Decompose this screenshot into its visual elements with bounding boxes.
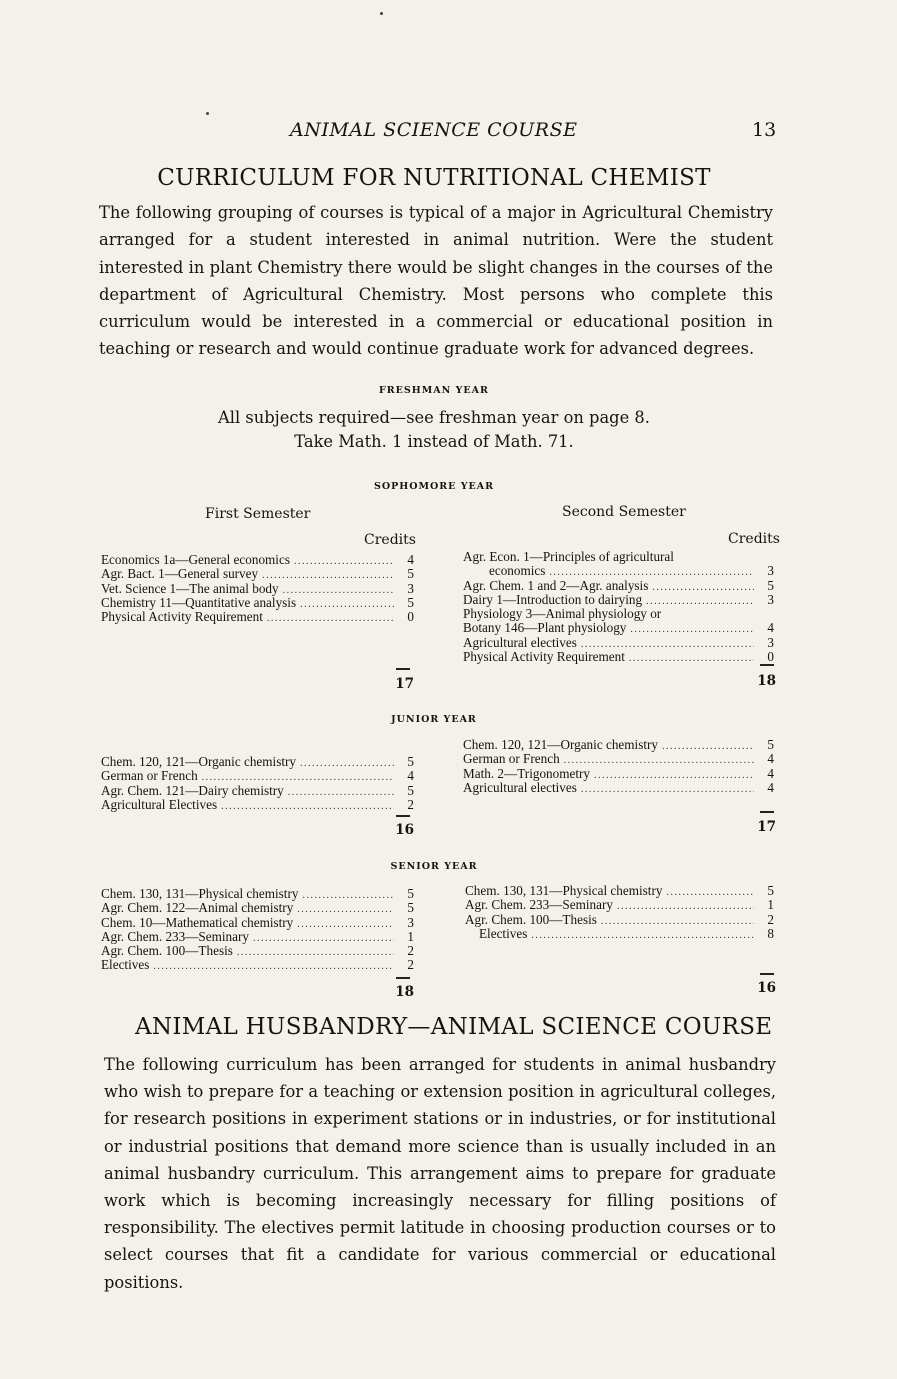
junior-first-list [101,755,414,812]
first-semester-label: First Semester [205,506,311,522]
course-row: Agricultural Electives ..... 2 [101,798,414,812]
course-row: Agr. Chem. 122—Animal chemistry ..... 5 [101,901,414,915]
course-row: Agr. Chem. 233—Seminary ..... 1 [101,930,414,944]
total-rule [760,664,774,666]
course-row: Agr. Chem. 121—Dairy chemistry ..... 5 [101,784,414,798]
speck-mark [380,12,383,15]
total-rule [396,668,410,670]
senior-first-total: 18 [395,984,414,1000]
course-row: Physiology 3—Animal physiology or [463,606,662,622]
credits-header-second: Credits [728,531,780,547]
course-row: Vet. Science 1—The animal body ..... 3 [101,582,414,596]
section-title-animal-husbandry: ANIMAL HUSBANDRY—ANIMAL SCIENCE COURSE [135,1014,773,1040]
course-row: Chem. 120, 121—Organic chemistry ..... 5 [101,755,414,769]
page-number: 13 [752,119,777,141]
course-row: Dairy 1—Introduction to dairying ..... 3 [463,593,774,607]
junior-second-total: 17 [757,819,776,835]
course-row: Physical Activity Requirement ..... 0 [101,610,414,624]
total-rule [396,815,410,817]
course-row: Chem. 130, 131—Physical chemistry ..... 5 [465,884,774,898]
speck-mark [206,112,209,115]
course-row: Agr. Chem. 1 and 2—Agr. analysis ..... 5 [463,579,774,593]
course-row: Electives ..... 2 [101,958,414,972]
senior-first-list [101,887,414,973]
course-row: Math. 2—Trigonometry ..... 4 [463,767,774,781]
senior-second-list [465,884,774,941]
second-semester-label: Second Semester [562,504,686,520]
course-row: Electives ..... 8 [465,927,774,941]
course-row: Chem. 130, 131—Physical chemistry ..... 5 [101,887,414,901]
sophomore-second-list [463,550,774,664]
course-row: economics ..... 3 [463,564,774,578]
course-row: Agricultural electives ..... 4 [463,781,774,795]
intro-paragraph: The following grouping of courses is typical of a major in Agricultural Chemistry arranged for a student interested in animal nutrition. Were the student interested in plant Chemistry there would be slight changes in the courses of the department of Agricultural Chemistry. Most persons who complete this curriculum would be interested in a commercial or educational position in teaching or research and would continue graduate work for advanced degrees. [99,203,773,359]
freshman-note-line1: All subjects required—see freshman year on page 8. [218,408,650,427]
credits-header-first: Credits [364,532,416,548]
course-row: Chem. 120, 121—Organic chemistry ..... 5 [463,738,774,752]
course-row: Agr. Econ. 1—Principles of agricultural [463,549,674,564]
freshman-year-label: FRESHMAN YEAR [379,385,489,396]
total-rule [396,977,410,979]
junior-first-total: 16 [395,822,414,838]
senior-second-total: 16 [757,980,776,996]
course-row: Botany 146—Plant physiology ..... 4 [463,621,774,635]
sophomore-first-total: 17 [395,676,414,692]
junior-year-label: JUNIOR YEAR [391,714,477,725]
course-row: Agricultural electives ..... 3 [463,636,774,650]
freshman-note-line2: Take Math. 1 instead of Math. 71. [294,432,574,451]
running-header-title: ANIMAL SCIENCE COURSE [290,119,578,141]
animal-husbandry-paragraph: The following curriculum has been arranged for students in animal husbandry who wish to prepare for a teaching or extension position in agricultural colleges, for research positions in experiment stations or in industries, or for institutional or industrial positions that demand more science than is usually included in an animal husbandry curriculum. This arrangement aims to prepare for graduate work which is becoming increasingly necessary for filling positions of responsibility. The electives permit latitude in choosing production courses or to select courses that fit a candidate for various commercial or educational positions. [104,1055,776,1292]
total-rule [760,811,774,813]
course-row: German or French ..... 4 [101,769,414,783]
total-rule [760,973,774,975]
section-title-nutritional-chemist: CURRICULUM FOR NUTRITIONAL CHEMIST [157,165,711,191]
course-row: Chem. 10—Mathematical chemistry ..... 3 [101,916,414,930]
course-row: Agr. Chem. 100—Thesis ..... 2 [101,944,414,958]
senior-year-label: SENIOR YEAR [390,861,478,872]
course-row: Economics 1a—General economics ..... 4 [101,553,414,567]
course-row: Chemistry 11—Quantitative analysis ..... 5 [101,596,414,610]
junior-second-list [463,738,774,795]
course-row: Physical Activity Requirement ..... 0 [463,650,774,664]
course-row: Agr. Chem. 233—Seminary ..... 1 [465,898,774,912]
course-row: German or French ..... 4 [463,752,774,766]
course-row: Agr. Chem. 100—Thesis ..... 2 [465,913,774,927]
course-row: Agr. Bact. 1—General survey ..... 5 [101,567,414,581]
sophomore-first-list [101,553,414,624]
sophomore-year-label: SOPHOMORE YEAR [373,481,495,492]
sophomore-second-total: 18 [757,673,776,689]
